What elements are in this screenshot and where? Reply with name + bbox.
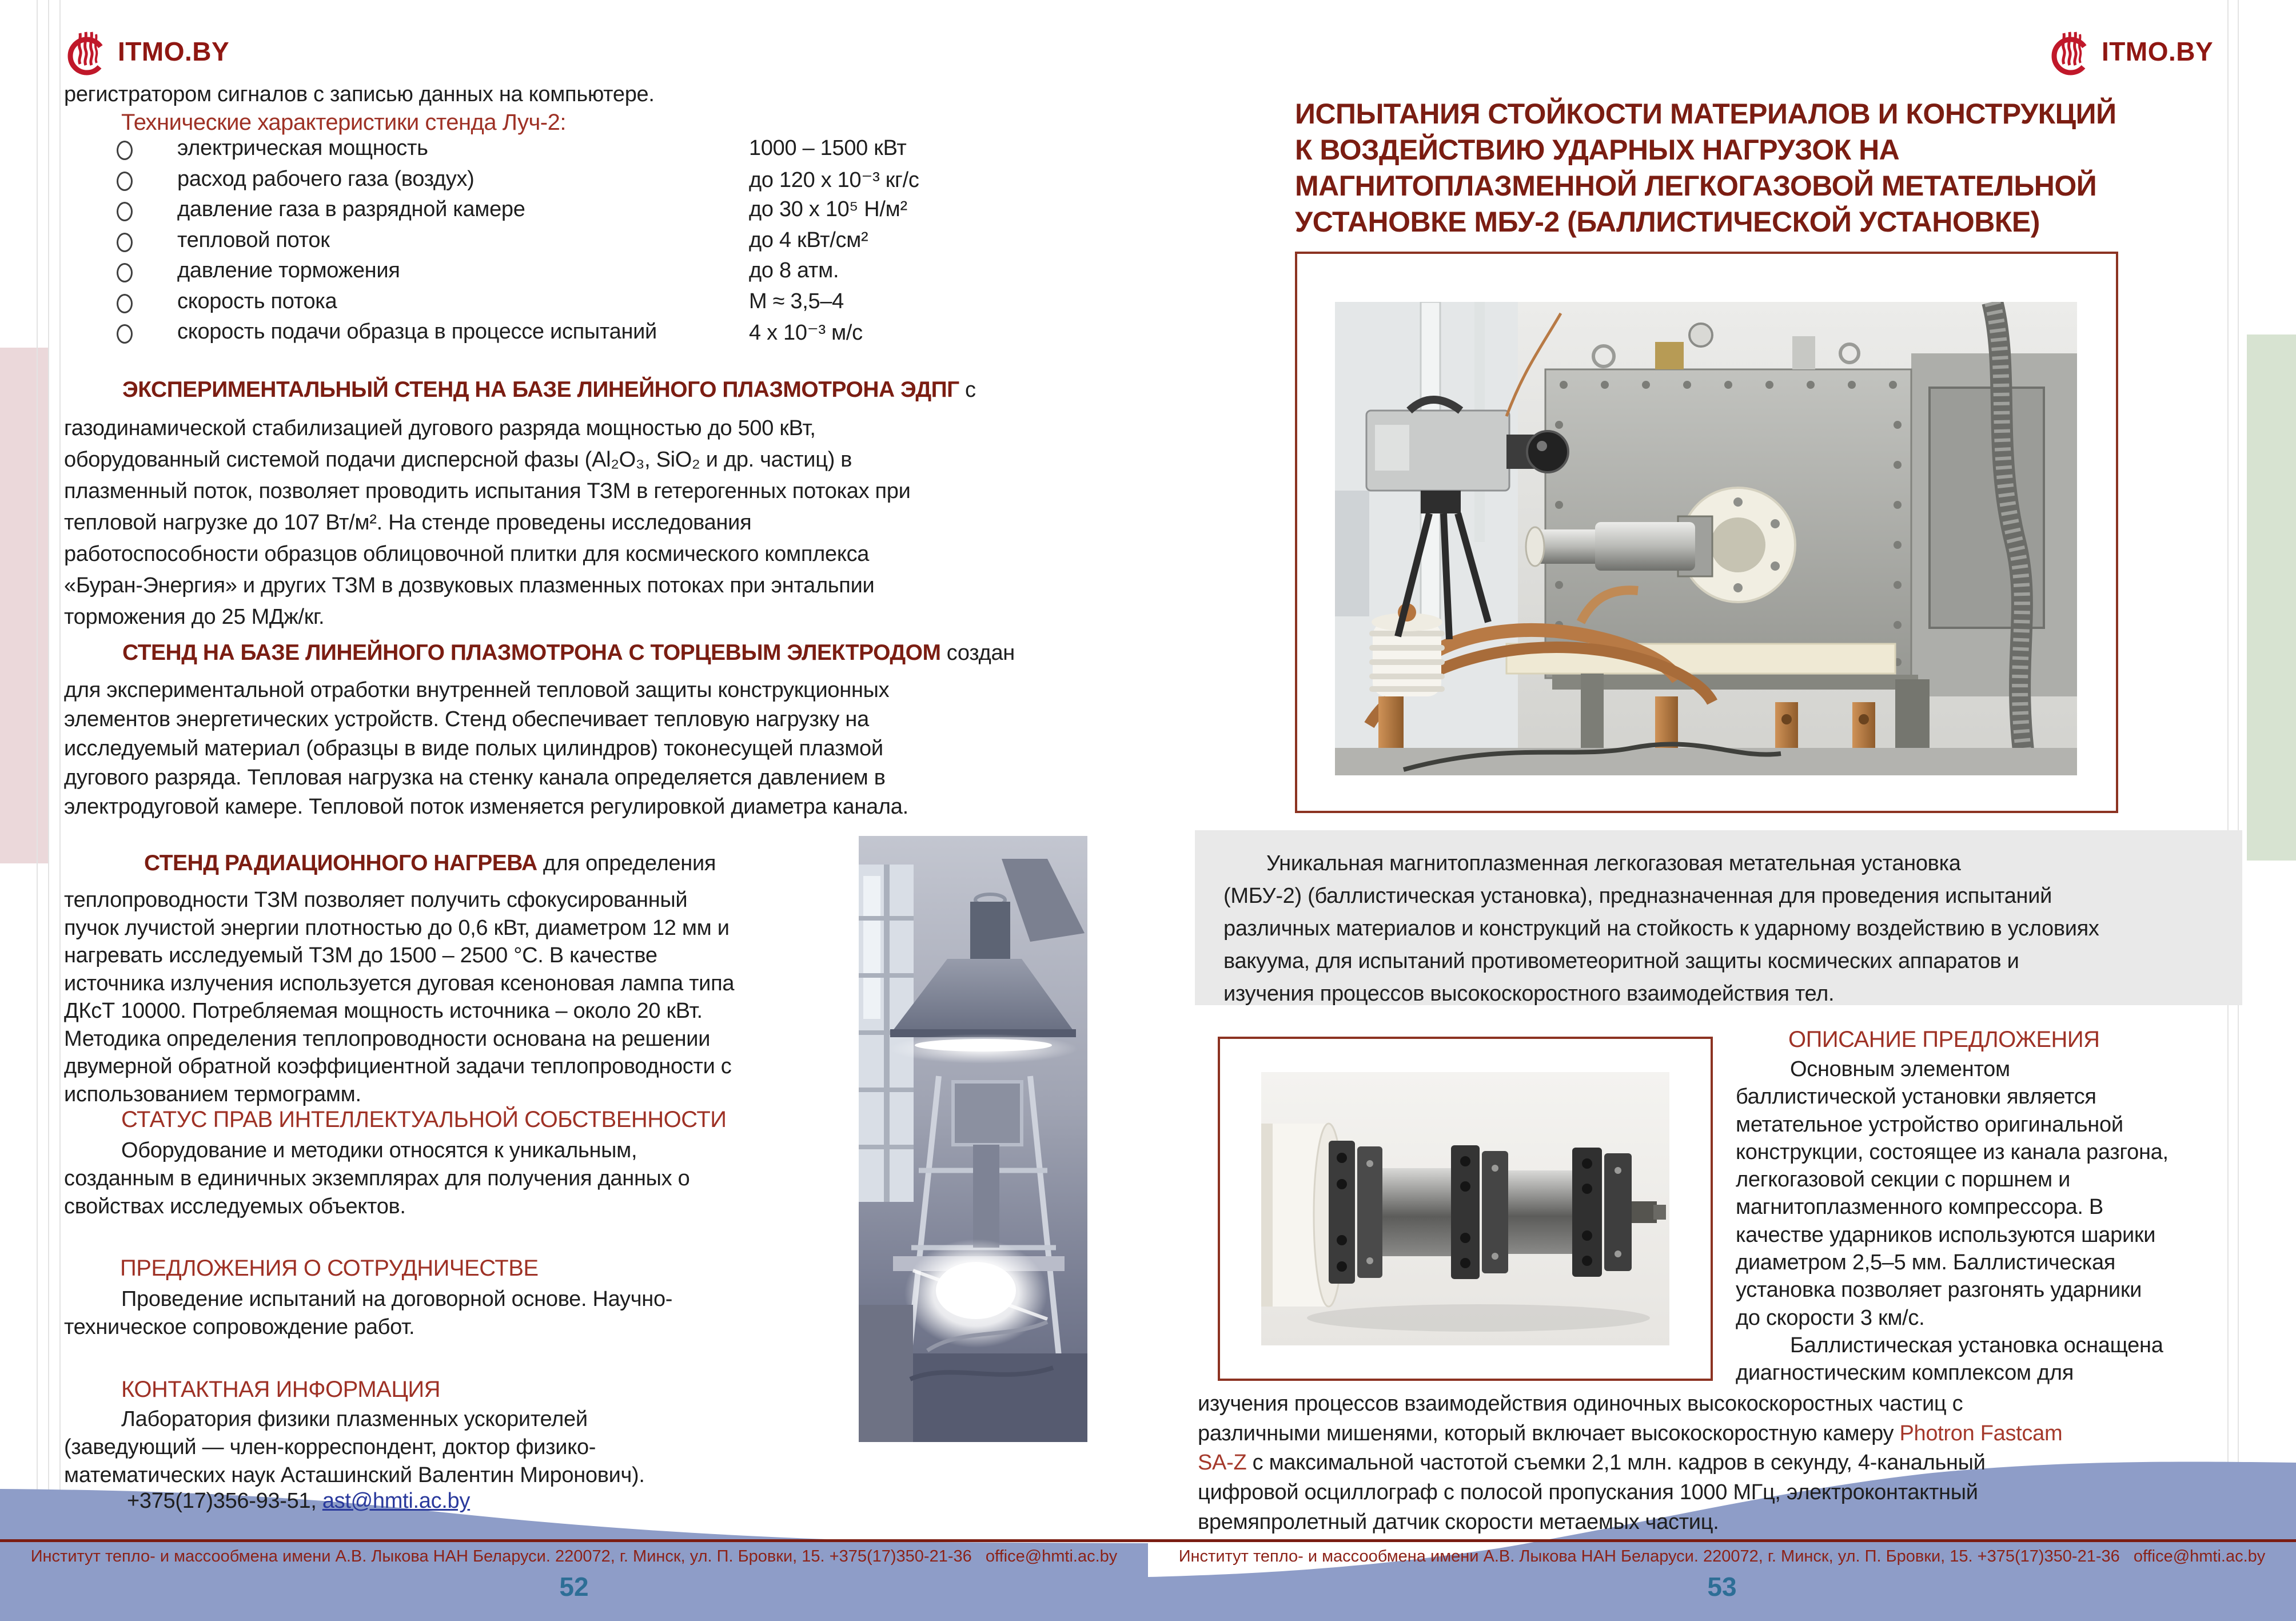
body-line: «Буран-Энергия» и других ТЗМ в дозвуковых плазменных потоках при энтальпии xyxy=(64,573,875,598)
spec-label: скорость потока xyxy=(177,289,337,313)
left-pink-strip xyxy=(0,348,49,863)
offer-body xyxy=(1736,1056,2169,1387)
section-rad-body xyxy=(64,886,734,1108)
body-line: нагревать исследуемый ТЗМ до 1500 – 2500 °С. В качестве xyxy=(64,943,657,967)
title-line: УСТАНОВКЕ МБУ-2 (БАЛЛИСТИЧЕСКОЙ УСТАНОВКЕ) xyxy=(1295,206,2040,238)
bullet-circle-icon xyxy=(117,172,133,191)
body-line: техническое сопровождение работ. xyxy=(64,1315,415,1339)
footer-institute-right: Институт тепло- и массообмена имени А.В. Лыкова НАН Беларуси. 220072, г. Минск, ул. П. Бровки, 15. +375(17)350-21-36 office@hmti.ac.by xyxy=(1178,1547,2266,1566)
spec-row xyxy=(109,136,1069,167)
page-number-53: 53 xyxy=(1707,1572,1737,1602)
body-line: работоспособности образцов облицовочной плитки для космического комплекса xyxy=(64,542,870,566)
body-line: свойствах исследуемых объектов. xyxy=(64,1194,406,1218)
spec-label: давление торможения xyxy=(177,258,400,282)
contact-phone-line xyxy=(127,1489,470,1514)
spec-row xyxy=(109,197,1069,228)
body-line: времяпролетный датчик скорости метаемых частиц. xyxy=(1198,1510,1719,1534)
spec-row xyxy=(109,258,1069,289)
body-line: Уникальная магнитоплазменная легкогазовая метательная установка xyxy=(1266,851,1961,875)
margin-line xyxy=(2227,0,2229,1621)
body-line: дугового разряда. Тепловая нагрузка на стенку канала определяется давлением в xyxy=(64,766,886,790)
section-rad-heading xyxy=(144,851,716,876)
section-edpg-body xyxy=(64,413,911,633)
spec-value: 1000 – 1500 кВт xyxy=(749,136,907,160)
spec-value: до 30 x 10⁵ Н/м² xyxy=(749,197,907,221)
spec-value: до 8 атм. xyxy=(749,258,839,282)
body-line: Оборудование и методики относятся к уникальным, xyxy=(121,1138,637,1162)
itmo-logo-left xyxy=(64,26,229,77)
bullet-circle-icon xyxy=(117,141,133,160)
margin-line xyxy=(37,0,38,1621)
right-green-strip xyxy=(2247,334,2296,861)
body-line: диаметром 2,5–5 мм. Баллистическая xyxy=(1736,1250,2116,1275)
spec-row xyxy=(109,320,1069,351)
intro-line: регистратором сигналов с записью данных на компьютере. xyxy=(64,82,655,106)
email-link[interactable]: ast@hmti.ac.by xyxy=(322,1489,471,1513)
photo-radiation-stand xyxy=(859,836,1087,1442)
page-number-52: 52 xyxy=(559,1572,589,1602)
body-line: до скорости 3 км/с. xyxy=(1736,1305,1925,1330)
body-line: изучения процессов взаимодействия одиночных высокоскоростных частиц с xyxy=(1198,1392,1963,1416)
spec-value: М ≈ 3,5–4 xyxy=(749,289,844,313)
spec-value: 4 x 10⁻³ м/с xyxy=(749,321,863,345)
spec-row xyxy=(109,289,1069,320)
body-line: вакуума, для испытаний противометеоритной защиты космических аппаратов и xyxy=(1223,949,2019,973)
margin-line xyxy=(2238,0,2239,1621)
offer-heading: ОПИСАНИЕ ПРЕДЛОЖЕНИЯ xyxy=(1788,1027,2100,1052)
flame-icon xyxy=(64,26,110,77)
bottom-paragraph xyxy=(1198,1389,2062,1538)
body-line: различных материалов и конструкций на стойкость к ударному воздействию в условиях xyxy=(1223,917,2099,941)
body-line: газодинамической стабилизацией дугового разряда мощностью до 500 кВт, xyxy=(64,416,816,440)
body-line xyxy=(1198,1448,2062,1478)
body-line: источника излучения используется дуговая ксеноновая лампа типа xyxy=(64,971,735,995)
bullet-circle-icon xyxy=(117,233,133,252)
specs-list xyxy=(109,136,1069,351)
footer-institute-left: Институт тепло- и массообмена имени А.В. Лыкова НАН Беларуси. 220072, г. Минск, ул. П. Бровки, 15. +375(17)350-21-36 office@hmti.ac.by xyxy=(30,1547,1118,1566)
section-edpg-heading xyxy=(122,377,976,403)
title-line: К ВОЗДЕЙСТВИЮ УДАРНЫХ НАГРУЗОК НА xyxy=(1295,134,1900,166)
section-heading-bold: СТЕНД НА БАЗЕ ЛИНЕЙНОГО ПЛАЗМОТРОНА С ТОРЦЕВЫМ ЭЛЕКТРОДОМ xyxy=(122,640,941,665)
body-line: Баллистическая установка оснащена xyxy=(1790,1333,2163,1357)
footer-rule xyxy=(0,1539,2296,1542)
body-line: (МБУ-2) (баллистическая установка), предназначенная для проведения испытаний xyxy=(1223,884,2052,908)
spec-row xyxy=(109,167,1069,198)
logo-text: ITMO.BY xyxy=(118,37,230,66)
margin-line xyxy=(48,0,49,1621)
spec-value: до 120 x 10⁻³ кг/с xyxy=(749,168,919,192)
spec-row xyxy=(109,228,1069,259)
bullet-circle-icon xyxy=(117,324,133,344)
unique-paragraph xyxy=(1223,847,2099,1010)
title-line: ИСПЫТАНИЯ СТОЙКОСТИ МАТЕРИАЛОВ И КОНСТРУКЦИЙ xyxy=(1295,98,2116,130)
body-line: плазменный поток, позволяет проводить испытания ТЗМ в гетерогенных потоках при xyxy=(64,479,911,503)
photo-launcher-device xyxy=(1218,1037,1713,1381)
bullet-circle-icon xyxy=(117,263,133,282)
body-line: Основным элементом xyxy=(1790,1057,2010,1081)
body-line: изучения процессов высокоскоростного взаимодействия тел. xyxy=(1223,982,1835,1006)
body-run: с максимальной частотой съемки 2,1 млн. кадров в секунду, 4-канальный xyxy=(1246,1451,1986,1475)
spec-label: расход рабочего газа (воздух) xyxy=(177,166,475,191)
specs-heading: Технические характеристики стенда Луч-2: xyxy=(121,110,566,135)
body-line: для экспериментальной отработки внутренней тепловой защиты конструкционных xyxy=(64,678,890,702)
section-heading-bold: ЭКСПЕРИМЕНТАЛЬНЫЙ СТЕНД НА БАЗЕ ЛИНЕЙНОГО ПЛАЗМОТРОНА ЭДПГ xyxy=(122,377,959,402)
body-line: теплопроводности ТЗМ позволяет получить сфокусированный xyxy=(64,888,688,912)
margin-line xyxy=(59,0,61,1621)
body-line: баллистической установки является xyxy=(1736,1085,2096,1109)
body-line: метательное устройство оригинальной xyxy=(1736,1112,2123,1137)
coop-body xyxy=(64,1285,672,1341)
section-heading-tail: создан xyxy=(940,641,1015,665)
body-line xyxy=(1198,1419,2062,1449)
body-line: оборудованный системой подачи дисперсной фазы (Al₂O₃, SiO₂ и др. частиц) в xyxy=(64,448,852,472)
photo-ballistic-installation xyxy=(1295,252,2118,813)
spec-label: давление газа в разрядной камере xyxy=(177,197,525,221)
section-heading-tail: с xyxy=(959,378,976,402)
body-line: Методика определения теплопроводности основана на решении xyxy=(64,1026,711,1051)
camera-name-run: SA-Z xyxy=(1198,1451,1247,1475)
body-line: Лаборатория физики плазменных ускорителей xyxy=(121,1407,588,1431)
spec-label: скорость подачи образца в процессе испытаний xyxy=(177,320,657,344)
body-line: установка позволяет разгонять ударники xyxy=(1736,1278,2142,1303)
body-line: элементов энергетических устройств. Стенд обеспечивает тепловую нагрузку на xyxy=(64,707,869,731)
body-line: конструкции, состоящее из канала разгона, xyxy=(1736,1140,2169,1164)
body-line: созданным в единичных экземплярах для получения данных о xyxy=(64,1166,690,1190)
spec-label: тепловой поток xyxy=(177,228,330,252)
body-line: торможения до 25 МДж/кг. xyxy=(64,605,325,629)
bullet-circle-icon xyxy=(117,202,133,221)
body-line: (заведующий — член-корреспондент, доктор физико- xyxy=(64,1435,596,1459)
body-line: использованием термограмм. xyxy=(64,1082,361,1106)
title-line: МАГНИТОПЛАЗМЕННОЙ ЛЕГКОГАЗОВОЙ МЕТАТЕЛЬНОЙ xyxy=(1295,170,2097,202)
body-line: тепловой нагрузке до 107 Вт/м². На стенде проведены исследования xyxy=(64,511,752,535)
body-line: пучок лучистой энергии плотностью до 0,6 кВт, диаметром 12 мм и xyxy=(64,915,730,940)
body-line: качестве ударников используются шарики xyxy=(1736,1222,2156,1247)
body-line: легкогазовой секции с поршнем и xyxy=(1736,1168,2071,1192)
status-body xyxy=(64,1137,689,1221)
coop-heading: ПРЕДЛОЖЕНИЯ О СОТРУДНИЧЕСТВЕ xyxy=(120,1256,539,1281)
section-torec-body xyxy=(64,676,908,822)
camera-name-run: Photron Fastcam xyxy=(1899,1421,2063,1445)
body-line: математических наук Асташинский Валентин Миронович). xyxy=(64,1463,645,1487)
body-line: электродуговой камере. Тепловой поток изменяется регулировкой диаметра канала. xyxy=(64,795,908,819)
itmo-logo-right xyxy=(2048,26,2213,77)
body-line: двумерной обратной коэффициентной задачи теплопроводности с xyxy=(64,1054,732,1078)
section-heading-tail: для определения xyxy=(537,851,716,875)
bullet-circle-icon xyxy=(117,294,133,313)
flame-icon xyxy=(2048,26,2094,77)
section-heading-bold: СТЕНД РАДИАЦИОННОГО НАГРЕВА xyxy=(144,851,537,875)
contact-body xyxy=(64,1405,645,1489)
body-line: магнитоплазменного компрессора. В xyxy=(1736,1195,2103,1220)
page-title xyxy=(1295,96,2116,240)
section-torec-heading xyxy=(122,640,1015,666)
body-line: Проведение испытаний на договорной основе. Научно- xyxy=(121,1287,673,1311)
contact-heading: КОНТАКТНАЯ ИНФОРМАЦИЯ xyxy=(121,1377,441,1402)
status-heading: СТАТУС ПРАВ ИНТЕЛЛЕКТУАЛЬНОЙ СОБСТВЕННОСТИ xyxy=(121,1107,727,1132)
body-line: цифровой осциллограф с полосой пропускания 1000 МГц, электроконтактный xyxy=(1198,1480,1978,1505)
body-line: диагностическим комплексом для xyxy=(1736,1361,2074,1385)
phone-number: +375(17)356-93-51, xyxy=(127,1489,322,1513)
body-line: исследуемый материал (образцы в виде полых цилиндров) токонесущей плазмой xyxy=(64,736,883,760)
body-line: ДКсТ 10000. Потребляемая мощность источника – около 20 кВт. xyxy=(64,999,703,1023)
logo-text: ITMO.BY xyxy=(2102,37,2214,66)
spec-value: до 4 кВт/см² xyxy=(749,228,868,252)
spec-label: электрическая мощность xyxy=(177,136,428,160)
body-run: различными мишенями, который включает высокоскоростную камеру xyxy=(1198,1421,1900,1445)
